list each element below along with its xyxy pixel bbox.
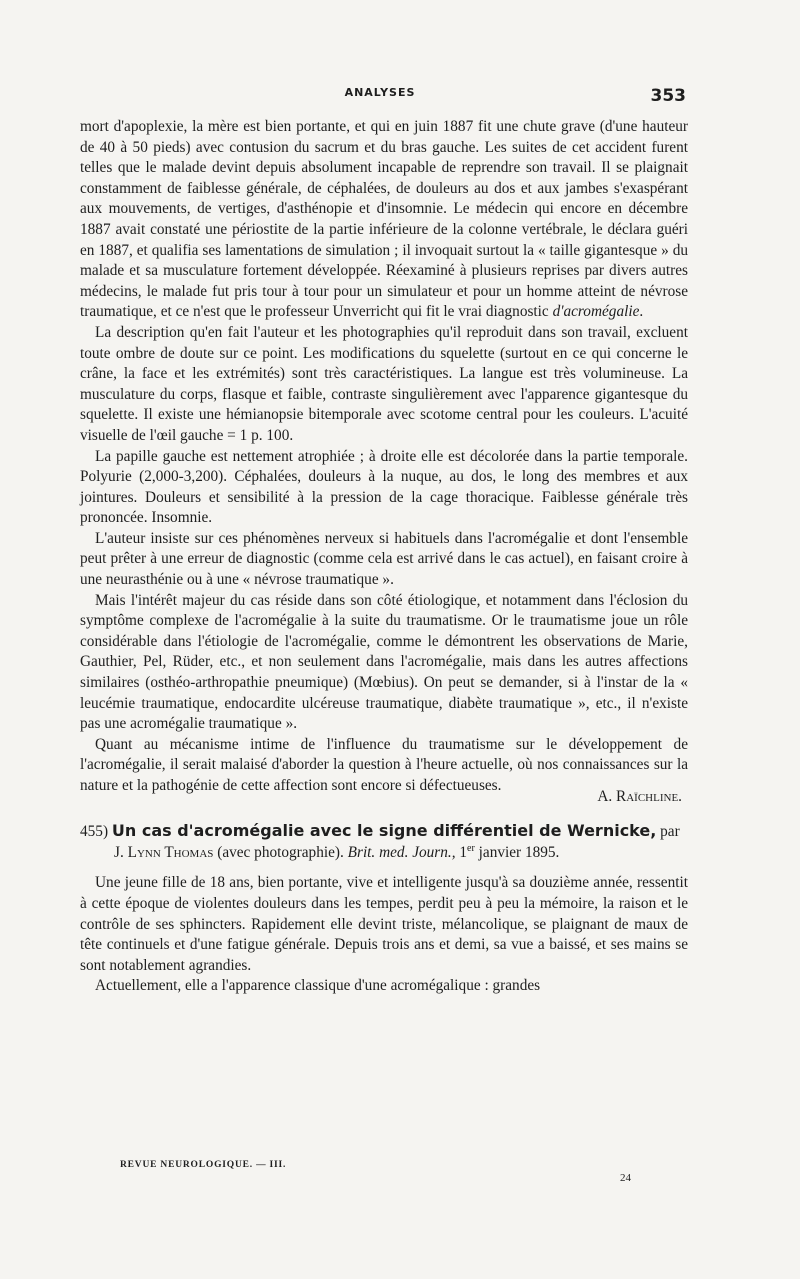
paragraph-6: Quant au mécanisme intime de l'influence du traumatisme sur le développement de l'acromégalie, il serait malaisé d'aborder la question à l'heure actuelle, où nos connaissances sur la nature et la pathogénie de cette affection sont encore si défectueuses. [80,735,688,794]
paragraph-2: La description qu'en fait l'auteur et les photographies qu'il reproduit dans son travail, excluent toute ombre de doute sur ce point. Les modifications du squelette (surtout en ce qui concerne le crâne, la face et les extrémités) sont très caractéristiques. La langue est très volumineuse. La musculature du corps, flasque et faible, contraste singulièrement avec l'apparence gigantesque du squelette. Il existe une hémianopsie bitemporale avec scotome central pour les couleurs. L'acuité visuelle de l'œil gauche = 1 p. 100. [80,323,688,444]
running-title: ANALYSES [344,86,416,99]
article-note: (avec photographie). [217,843,344,861]
italic-term: d'acromégalie [552,303,640,321]
paragraph-1 [80,117,688,323]
article-date-sup: er [467,842,475,854]
paragraph-1-end: . [639,303,644,321]
footer-journal: REVUE NEUROLOGIQUE. — III. [120,1160,287,1170]
article-date-rest: janvier 1895. [478,843,560,861]
article-paragraph-1: Une jeune fille de 18 ans, bien portante, vive et intelligente jusqu'à sa douzième année, ressentit à cette époque de violentes douleurs dans les tempes, perdit peu à peu la mémoire, la raison et le contrôle de ses sphincters. Rapidement elle devint triste, mélancolique, se plaignant de maux de tête continuels et d'une fatigue générale. Depuis trois ans et demi, sa vue a baissé, et ses mains se sont notablement agrandies. [80,874,688,974]
body-text [80,117,688,997]
article-title: Un cas d'acromégalie avec le signe différentiel de Wernicke, [111,821,657,841]
paragraph-5: Mais l'intérêt majeur du cas réside dans son côté étiologique, et notamment dans l'éclosion du symptôme complexe de l'acromégalie à la suite du traumatisme. Or le traumatisme joue un rôle considérable dans l'étiologie de l'acromégalie, comme le démontrent les observations de Marie, Gauthier, Pel, Rüder, etc., et non seulement dans l'acromégalie, mais dans les autres affections similaires (osthéo-arthropathie pneumique) (Mœbius). On peut se demander, si à l'instar de la « leucémie traumatique, endocardite ulcéreuse traumatique, diabète traumatique », etc., il n'existe pas une acromégalie traumatique ». [80,591,688,733]
sheet-number: 24 [620,1172,631,1184]
article-heading [80,821,688,863]
article-number: 455) [80,823,109,841]
article-author: J. Lynn Thomas [114,843,214,861]
article-date-day: 1 [459,843,468,861]
article-by: par [660,823,680,841]
article-journal: Brit. med. Journ., [347,843,456,861]
signature: A. Raïchline. [597,787,682,805]
paragraph-1-text: mort d'apoplexie, la mère est bien portante, et qui en juin 1887 fit une chute grave (d'une hauteur de 40 à 50 pieds) avec contusion du sacrum et du bras gauche. Les suites de cet accident furent telles que le malade devint depuis absolument incapable de reprendre son travail. Il se plaignait constamment de faiblesse générale, de céphalées, de douleurs au dos et aux jambes s'exaspérant aux mouvements, de vertiges, d'asthénopie et d'insomnie. Le médecin qui encore en décembre 1887 avait constaté une périostite de la partie inférieure de la colonne vertébrale, le déclara guéri en 1887, et qualifia ses lamentations de simulation ; il invoquait surtout la « taille gigantesque » du malade et sa musculature fortement développée. Réexaminé à plusieurs reprises par divers autres médecins, le malade fut pris tour à tour pour un simulateur et pour un homme atteint de névrose traumatique, et ce n'est que le professeur Unverricht qui fit le vrai diagnostic [80,118,688,321]
page-number: 353 [650,86,686,106]
paragraph-4: L'auteur insiste sur ces phénomènes nerveux si habituels dans l'acromégalie et dont l'ensemble peut prêter à une erreur de diagnostic (comme cela est arrivé dans le cas actuel), en faisant croire à une neurasthénie ou à une « névrose traumatique ». [80,529,688,589]
paragraph-3: La papille gauche est nettement atrophiée ; à droite elle est décolorée dans la partie temporale. Polyurie (2,000-3,200). Céphalées, douleurs à la nuque, au dos, le long des membres et aux jointures. Douleurs et sensibilité à la pression de la cage thoracique. Faiblesse générale très prononcée. Insomnie. [80,447,688,527]
article-paragraph-2: Actuellement, elle a l'apparence classique d'une acromégalique : grandes [95,977,541,995]
